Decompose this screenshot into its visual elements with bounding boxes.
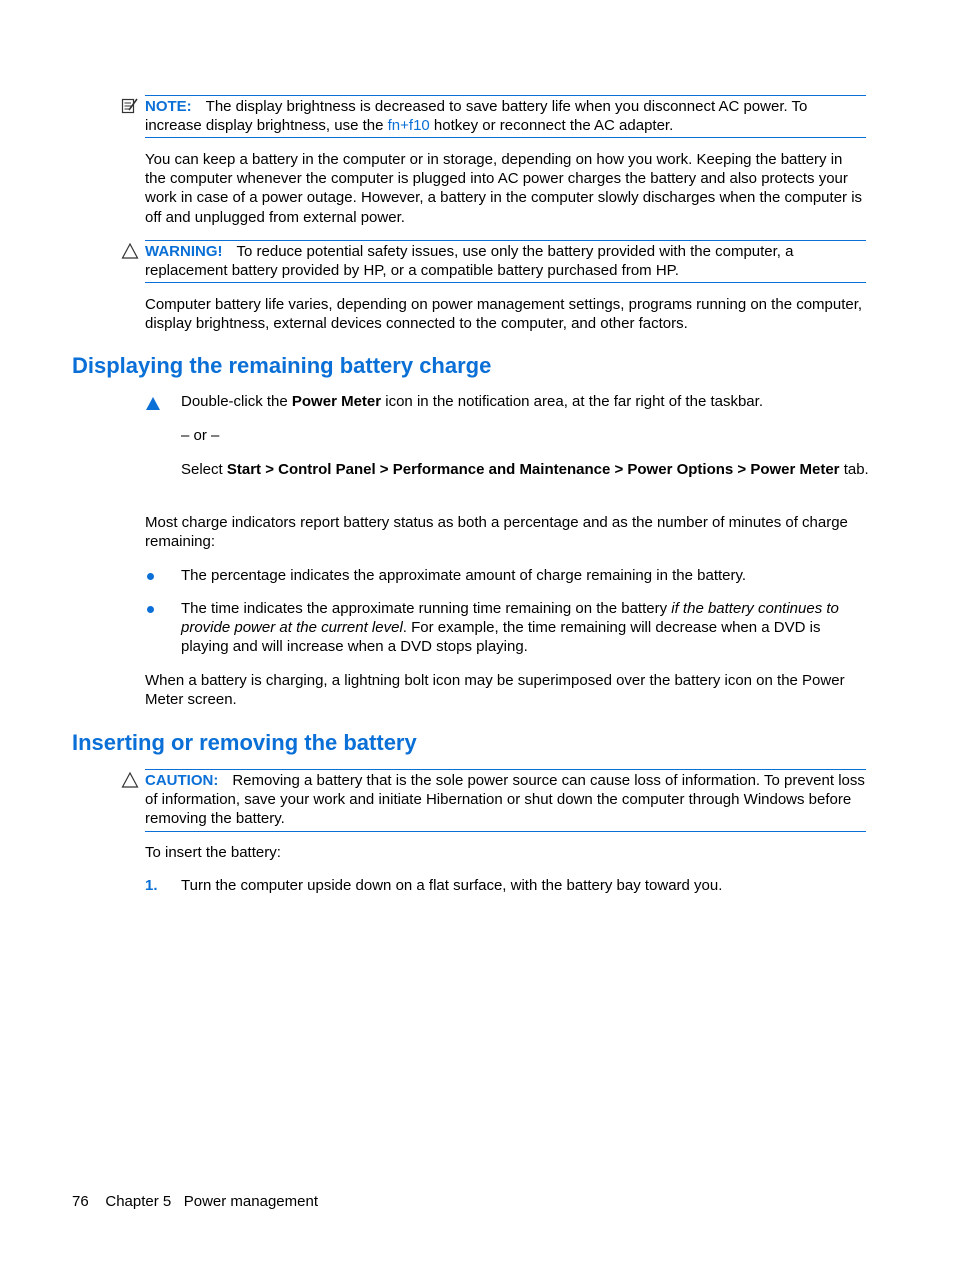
bullet-time-italic: if the battery continues to provide power at the current level: [181, 600, 839, 637]
battery-life-paragraph: Computer battery life varies, depending on power management settings, programs running on the computer, display brightness, external devices connected to the computer, and other factors.: [145, 296, 863, 333]
bullet-icon: [147, 573, 154, 580]
footer-chapter: Chapter 5: [105, 1193, 172, 1210]
select-prefix: Select: [181, 461, 227, 478]
note-text-before: The display brightness is decreased to save battery life when you disconnect AC power. To increase display brightness, use the: [145, 98, 808, 135]
charge-indicators-intro: Most charge indicators report battery status as both a percentage and as the number of minutes of charge remaining:: [145, 514, 848, 551]
power-meter-term: Power Meter: [291, 393, 382, 410]
bullet-time: [181, 599, 869, 657]
warning-icon: [121, 242, 139, 260]
caution-text: Removing a battery that is the sole power source can cause loss of information. To prevent loss of information, save your work and initiate Hibernation or shut down the computer through Windows before removing the battery.: [145, 772, 865, 828]
bullet-time-after: . For example, the time remaining will decrease when a DVD is playing and will increase when a DVD stops playing.: [181, 619, 821, 656]
step-text-after: icon in the notification area, at the far right of the taskbar.: [381, 393, 763, 410]
note-callout: [145, 95, 866, 138]
insert-intro: To insert the battery:: [145, 844, 281, 861]
select-path-step: [181, 460, 869, 479]
power-meter-step: [181, 392, 869, 411]
footer-title: Power management: [183, 1193, 318, 1210]
section-heading-inserting-removing: Inserting or removing the battery: [72, 730, 417, 755]
page-number: 76: [72, 1193, 89, 1210]
bullet-icon: [147, 606, 154, 613]
step-text-before: Double-click the: [181, 393, 292, 410]
caution-icon: [121, 771, 139, 789]
caution-callout: [145, 769, 866, 832]
step-triangle-icon: [146, 397, 160, 410]
caution-label: CAUTION:: [145, 772, 219, 789]
fn-f10-link[interactable]: fn+f10: [387, 117, 430, 135]
menu-path: Start > Control Panel > Performance and Maintenance > Power Options > Power Meter: [226, 461, 840, 478]
insert-step-1: Turn the computer upside down on a flat surface, with the battery bay toward you.: [181, 877, 723, 894]
bullet-percentage: The percentage indicates the approximate amount of charge remaining in the battery.: [181, 567, 747, 584]
charging-paragraph: When a battery is charging, a lightning bolt icon may be superimposed over the battery icon on the Power Meter screen.: [145, 672, 845, 709]
warning-callout: [145, 240, 866, 283]
bullet-time-before: The time indicates the approximate running time remaining on the battery: [181, 600, 672, 617]
page-footer: [72, 1192, 318, 1211]
warning-text: To reduce potential safety issues, use only the battery provided with the computer, a replacement battery provided by HP, or a compatible battery purchased from HP.: [145, 243, 794, 280]
note-text-after: hotkey or reconnect the AC adapter.: [429, 117, 674, 135]
note-label: NOTE:: [145, 98, 192, 115]
or-separator: – or –: [181, 427, 220, 444]
battery-storage-paragraph: You can keep a battery in the computer or in storage, depending on how you work. Keeping the battery in the computer whenever the computer is plugged into AC power charges the battery and also protects your work in case of a power outage. However, a battery in the computer slowly discharges when the computer is off and unplugged from external power.: [145, 151, 863, 226]
warning-label: WARNING!: [145, 243, 223, 260]
select-suffix: tab.: [839, 461, 869, 478]
section-heading-remaining-charge: Displaying the remaining battery charge: [72, 353, 492, 378]
note-icon: [121, 97, 139, 115]
step-number: 1.: [145, 877, 158, 894]
